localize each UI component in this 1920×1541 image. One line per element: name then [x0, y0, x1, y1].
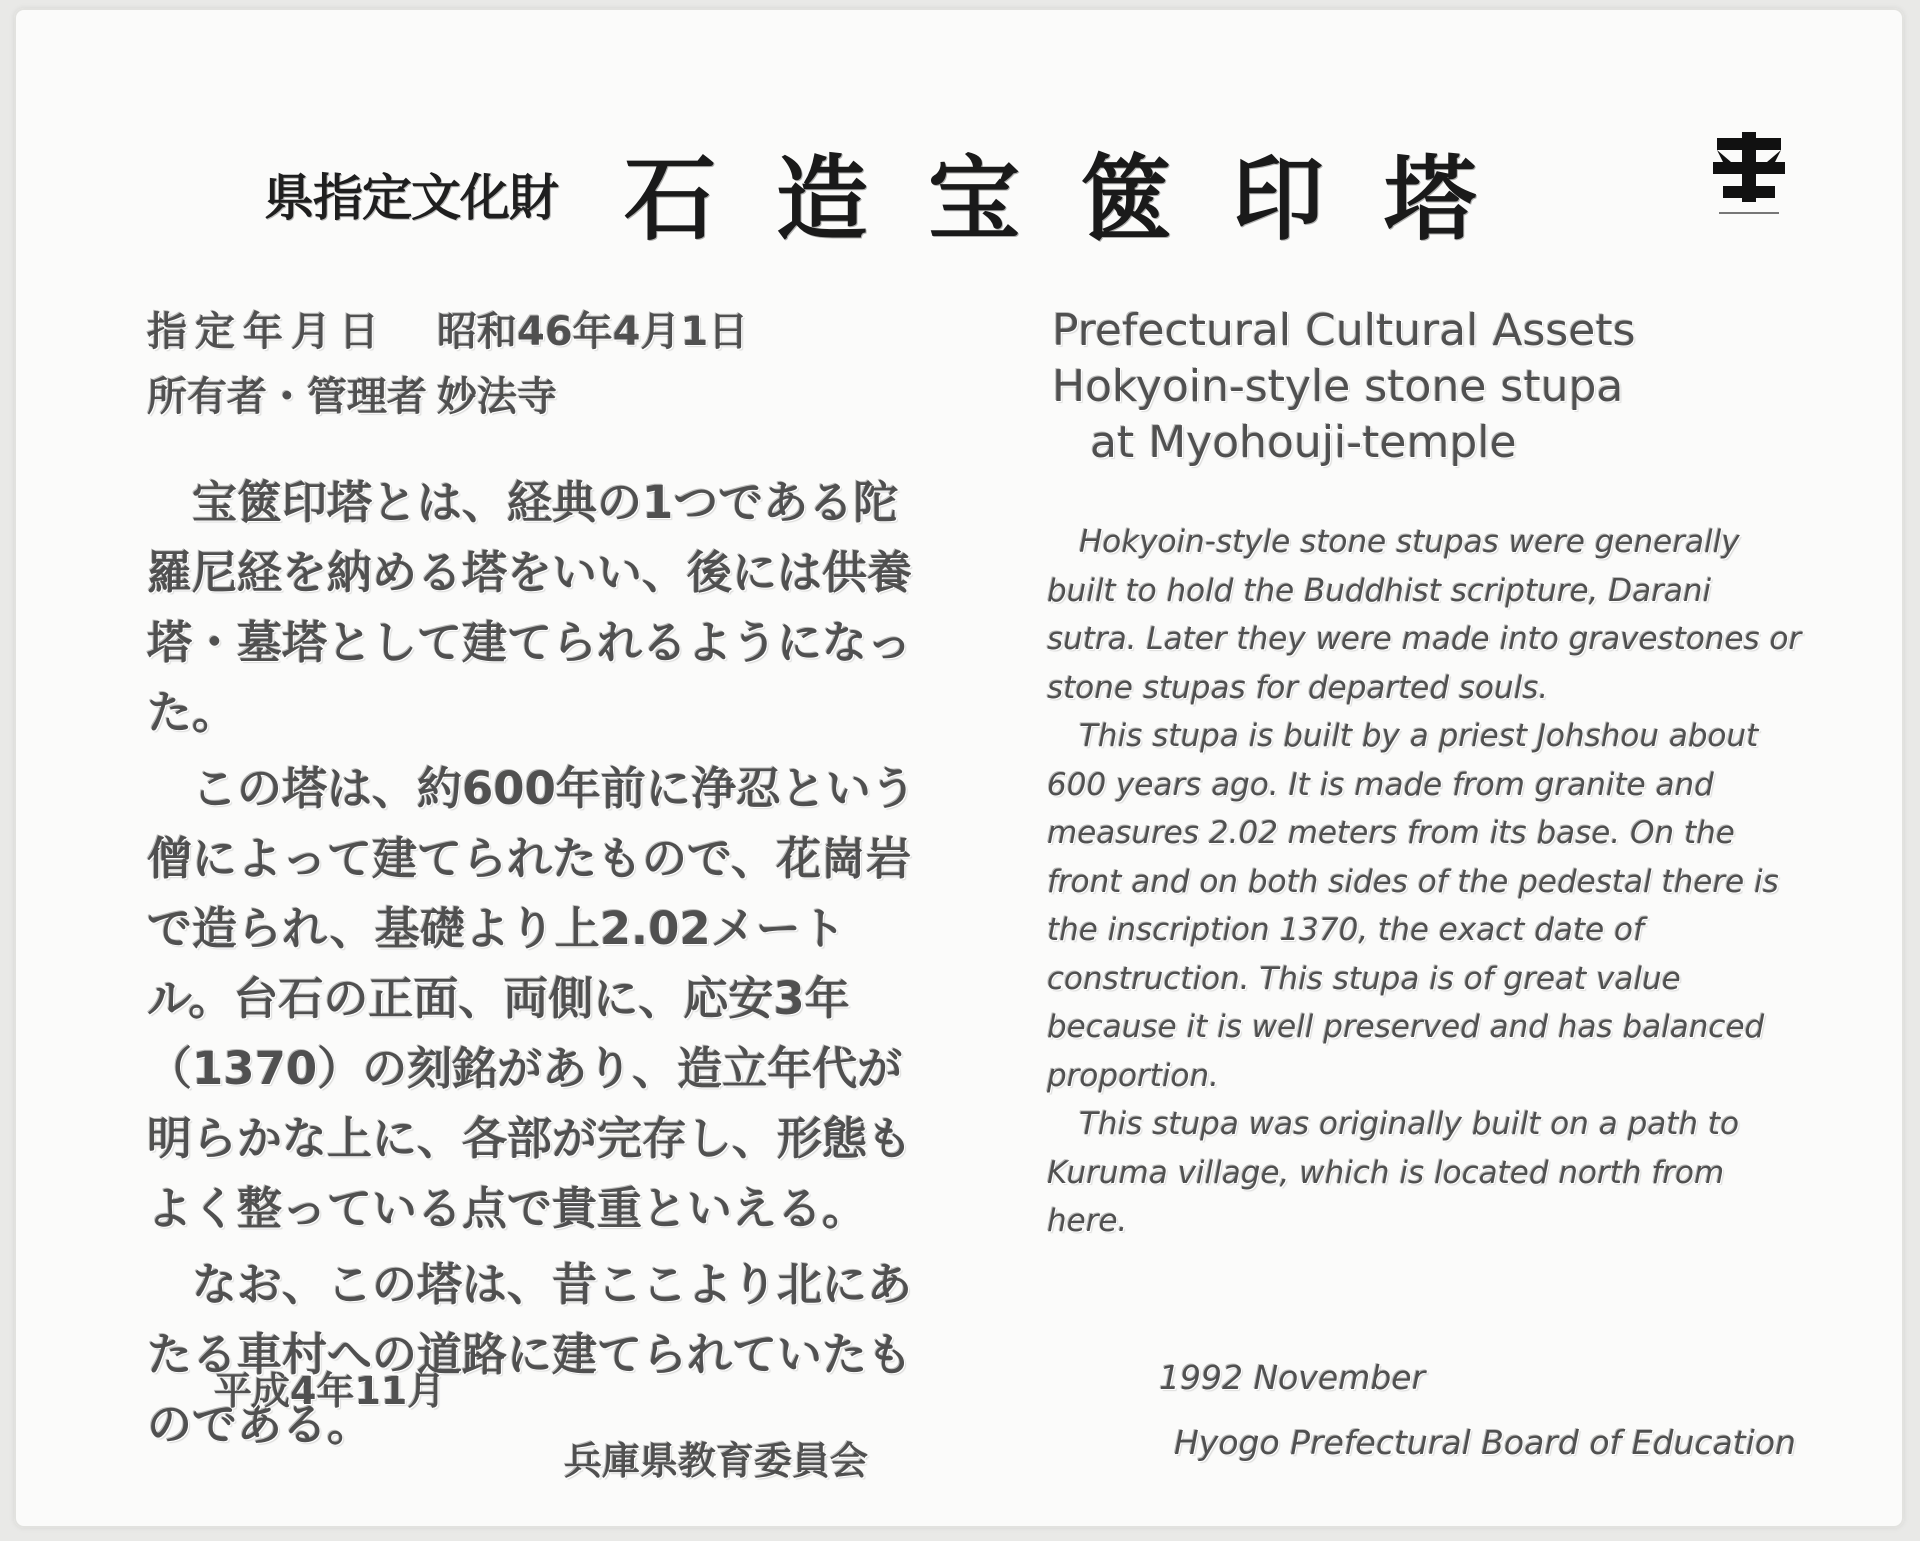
english-paragraph: Hokyoin-style stone stupas were generally built to hold the Buddhist scripture, Darani sutra. Later they were made into gravestones or stone stupas for departed souls.	[1047, 524, 1802, 706]
english-paragraph: This stupa is built by a priest Johshou about 600 years ago. It is made from granite and measures 2.02 meters from its base. On the front and on both sides of the pedestal there is the inscription 1370, the exact date of construction. This stupa is of great value because it is well preserved and has balanced proportion.	[1047, 718, 1779, 1094]
english-organization: Hyogo Prefectural Board of Education	[1174, 1423, 1796, 1462]
english-title-line: Prefectural Cultural Assets	[1052, 305, 1636, 356]
designation-date-row	[147, 300, 748, 357]
english-title	[1052, 303, 1872, 471]
owner-label: 所有者・管理者	[147, 374, 427, 420]
english-title-line: at Myohouji-temple	[1090, 417, 1517, 468]
english-title-line: Hokyoin-style stone stupa	[1052, 361, 1624, 412]
prefecture-emblem-icon	[1709, 128, 1789, 218]
english-date: 1992 November	[1159, 1358, 1426, 1397]
japanese-date: 平成4年11月	[214, 1369, 446, 1413]
japanese-paragraph: 宝篋印塔とは、経典の1つである陀羅尼経を納める塔をいい、後には供養塔・墓塔として建てられるようになった。	[147, 476, 913, 739]
japanese-paragraph: この塔は、約600年前に浄忍という僧によって建てられたもので、花崗岩で造られ、基礎より上2.02メートル。台石の正面、両側に、応安3年（1370）の刻銘があり、造立年代が明らかな上に、各部が完存し、形態もよく整っている点で貴重といえる。	[147, 762, 916, 1235]
owner-row	[147, 365, 557, 422]
designation-date-value: 昭和46年4月1日	[437, 309, 749, 355]
japanese-organization: 兵庫県教育委員会	[564, 1439, 869, 1483]
japanese-description	[147, 468, 927, 1466]
page-title: 石造宝篋印塔	[624, 146, 1537, 253]
english-paragraph: This stupa was originally built on a path to Kuruma village, which is located north from here.	[1047, 1106, 1740, 1239]
plaque	[14, 8, 1904, 1528]
designation-date-label: 指定年月日	[147, 309, 387, 355]
japanese-paragraph: なお、この塔は、昔ここより北にあたる車村への道路に建てられていたものである。	[147, 1258, 913, 1451]
english-description	[1047, 518, 1807, 1246]
owner-value: 妙法寺	[437, 374, 557, 420]
category-heading: 県指定文化財	[264, 169, 558, 227]
